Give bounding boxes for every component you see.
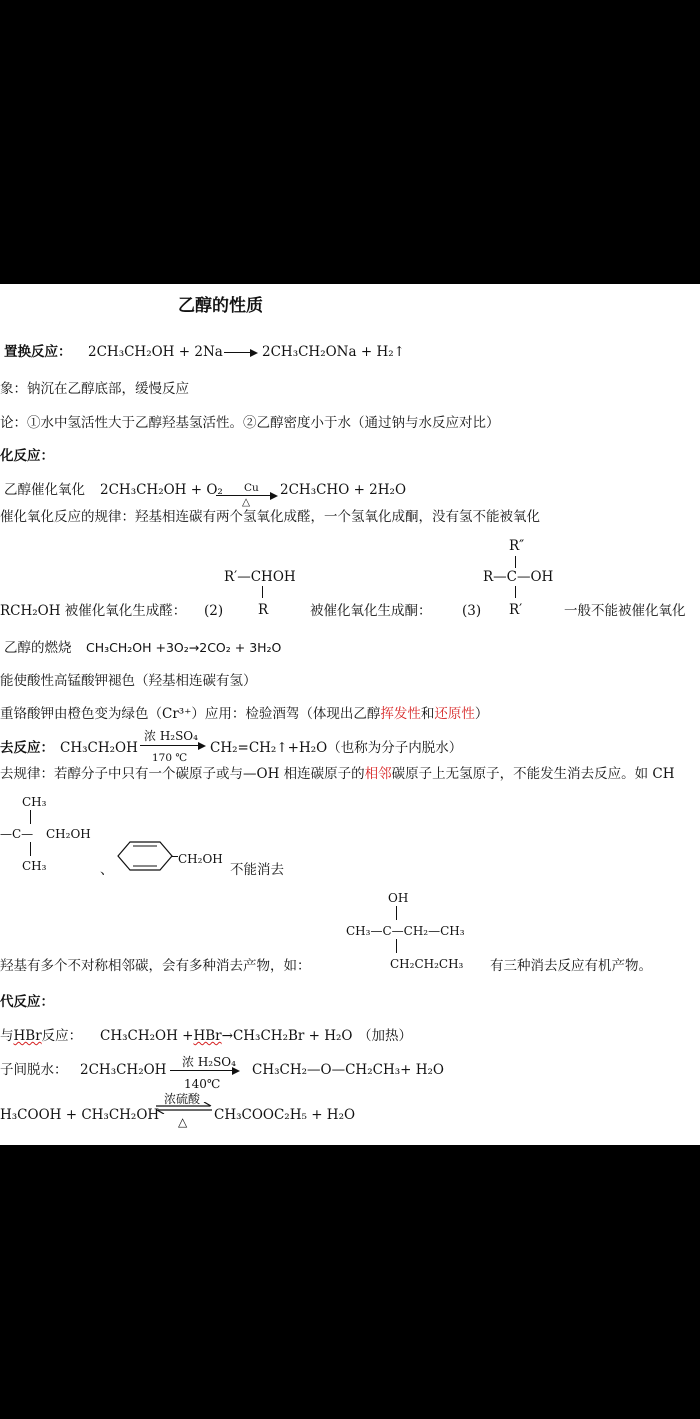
- m3-bond-top: [396, 906, 397, 920]
- m3-bot: CH₂CH₂CH₃: [390, 957, 464, 971]
- dichromate-and: 和: [420, 706, 435, 722]
- hbr-eq-c: →CH₃CH₂Br + H₂O: [221, 1028, 353, 1044]
- m1-top: CH₃: [22, 795, 47, 809]
- dehydration-cond-bottom: 140℃: [184, 1077, 221, 1091]
- page-title: 乙醇的性质: [178, 296, 263, 316]
- na-eq-left: 2CH₃CH₂OH + 2Na: [88, 344, 223, 360]
- number-2: (2): [204, 603, 224, 619]
- dehydration-cond-top: 浓 H₂SO₄: [182, 1055, 236, 1069]
- dichromate-post: ）: [474, 706, 489, 722]
- ester-right: CH₃COOC₂H₅ + H₂O: [214, 1107, 356, 1123]
- m3-top: OH: [388, 891, 409, 905]
- cannot-eliminate: 不能消去: [230, 862, 284, 878]
- struct1-bond: [262, 586, 263, 598]
- struct1-main: R′—CHOH: [224, 569, 296, 585]
- combustion-label: 乙醇的燃烧: [4, 640, 72, 656]
- ester-left: H₃COOH + CH₃CH₂OH: [0, 1107, 160, 1123]
- heading-substitution: 置换反应：: [4, 344, 72, 360]
- hbr-pre: 与: [0, 1028, 14, 1044]
- comma: 、: [100, 862, 114, 878]
- combustion-eq: CH₃CH₂OH +3O₂→2CO₂ + 3H₂O: [86, 640, 282, 655]
- document-page: [0, 284, 700, 1145]
- oxidation-rule: 催化氧化反应的规律：羟基相连碳有两个氢氧化成醛，一个氢氧化成酮，没有氢不能被氧化: [0, 509, 540, 525]
- heading-oxidation: 化反应：: [0, 448, 54, 464]
- elim-eq-right: CH₂=CH₂↑+H₂O（也称为分子内脱水）: [210, 740, 463, 756]
- hbr-label-text: 反应：: [41, 1028, 83, 1044]
- hbr-word: HBr: [13, 1028, 42, 1044]
- na-eq-right: 2CH₃CH₂ONa + H₂↑: [262, 344, 405, 360]
- no-oxidation-text: 一般不能被催化氧化: [564, 603, 686, 619]
- reaction-arrow: [224, 352, 256, 353]
- hbr-eq: [100, 1028, 353, 1044]
- dehydration-right: CH₃CH₂—O—CH₂CH₃+ H₂O: [252, 1062, 444, 1078]
- m1-bot: CH₃: [22, 859, 47, 873]
- elim-rule-post: 碳原子上无氢原子，不能发生消去反应。如 CH: [391, 766, 675, 782]
- ester-cond-bottom: △: [178, 1115, 188, 1129]
- elim-cond-top: 浓 H₂SO₄: [144, 729, 198, 743]
- m1-mid-left: —C—: [0, 827, 34, 841]
- m1-bond-top: [30, 810, 31, 824]
- struct1-sub: R: [258, 602, 269, 618]
- dehydration-left: 2CH₃CH₂OH: [80, 1062, 167, 1078]
- cat-ox-right: 2CH₃CHO + 2H₂O: [280, 482, 407, 498]
- m3-bond-bottom: [396, 939, 397, 953]
- conclusion-text: 论：①水中氢活性大于乙醇羟基氢活性。②乙醇密度小于水（通过钠与水反应对比）: [0, 415, 500, 431]
- cat-ox-left: 2CH₃CH₂OH + O₂: [100, 482, 223, 498]
- elim-arrow: [140, 745, 204, 746]
- m3-mid: CH₃—C—CH₂—CH₃: [346, 924, 465, 938]
- hbr-note: （加热）: [358, 1028, 412, 1044]
- phenomenon-text: 象：钠沉在乙醇底部，缓慢反应: [0, 381, 189, 397]
- ester-cond-top: 浓硫酸: [164, 1092, 201, 1106]
- hbr-eq-b: HBr: [193, 1028, 222, 1044]
- hbr-label: [0, 1028, 82, 1044]
- struct2-sub: R′: [509, 602, 523, 618]
- adjacent-highlight: 相邻: [364, 766, 392, 782]
- benzene-ring-icon: [112, 838, 178, 874]
- struct2-bond-top: [515, 556, 516, 568]
- heading-substitution-2: 代反应：: [0, 994, 54, 1010]
- primary-alcohol-text: RCH₂OH 被催化氧化生成醛：: [0, 603, 187, 619]
- heading-elimination: 去反应：: [0, 740, 54, 756]
- struct2-main: R—C—OH: [483, 569, 554, 585]
- kmno4-text: 能使酸性高锰酸钾褪色（羟基相连碳有氢）: [0, 673, 257, 689]
- struct2-top-r: R″: [509, 538, 525, 554]
- hbr-eq-a: CH₃CH₂OH +: [100, 1028, 194, 1044]
- equilibrium-arrow-icon: [154, 1102, 214, 1114]
- elim-rule: [0, 766, 675, 782]
- ketone-text: 被催化氧化生成酮：: [310, 603, 432, 619]
- cat-ox-label: 乙醇催化氧化: [4, 482, 85, 498]
- elim-cond-bottom: 170 ℃: [152, 752, 188, 764]
- volatility-highlight: 挥发性: [380, 706, 421, 722]
- multi-products-post: 有三种消去反应有机产物。: [490, 958, 652, 974]
- elim-eq-left: CH₃CH₂OH: [60, 740, 138, 756]
- reducibility-highlight: 还原性: [434, 706, 475, 722]
- struct2-bond-bottom: [515, 586, 516, 598]
- dichromate-text: [0, 706, 488, 722]
- dehydration-arrow: [170, 1070, 238, 1071]
- m2-sub: CH₂OH: [178, 852, 223, 866]
- dichromate-pre: 重铬酸钾由橙色变为绿色（Cr³⁺）应用：检验酒驾（体现出乙醇: [0, 706, 381, 722]
- m1-mid-right: CH₂OH: [46, 827, 91, 841]
- cat-ox-condition: Cu: [244, 482, 259, 494]
- m1-bond-bottom: [30, 842, 31, 856]
- multi-products-pre: 羟基有多个不对称相邻碳，会有多种消去产物，如：: [0, 958, 311, 974]
- elim-rule-pre: 去规律：若醇分子中只有一个碳原子或与—OH 相连碳原子的: [0, 766, 365, 782]
- dehydration-label: 子间脱水：: [0, 1062, 68, 1078]
- cat-ox-heat: △: [242, 496, 251, 508]
- number-3: (3): [462, 603, 482, 619]
